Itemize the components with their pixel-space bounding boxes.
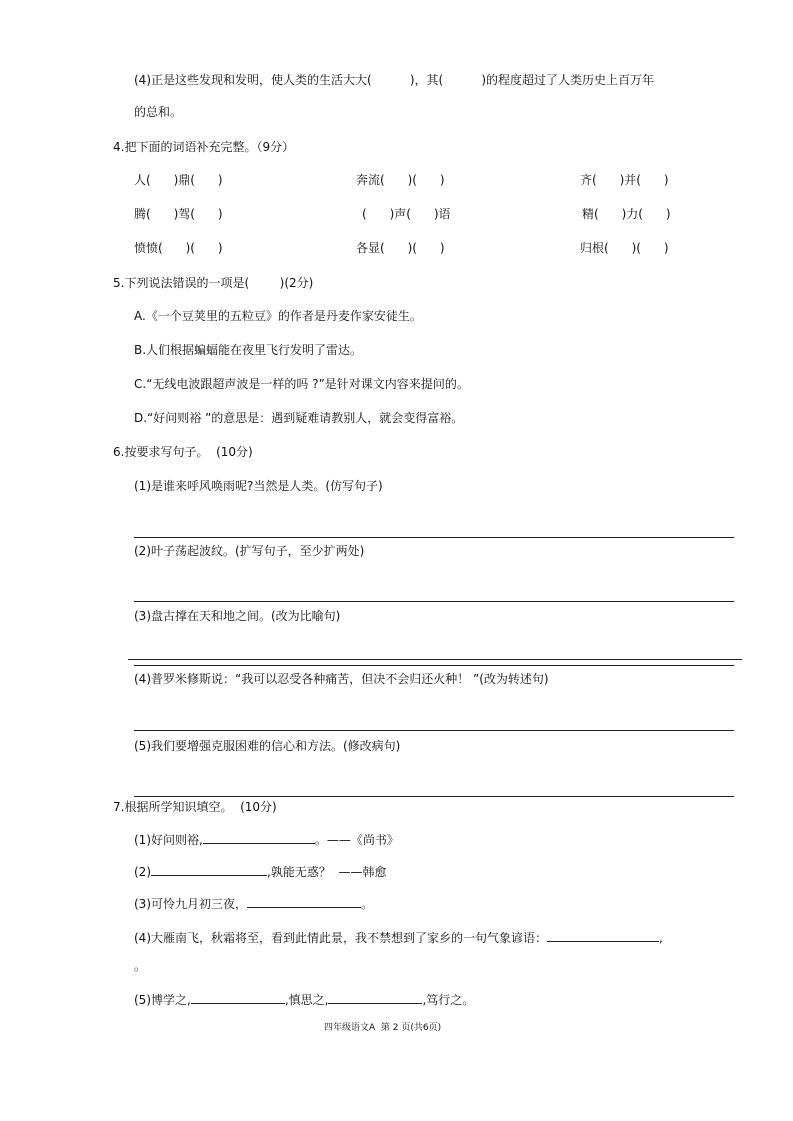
q6-sentence-5: (5)我们要增强克服困难的信心和方法。(修改病句): [134, 739, 401, 753]
q7-fill-1: [134, 831, 399, 848]
q4-blank-r3c1: 愤愤( )( ): [134, 241, 223, 255]
q6-sentence-3: (3)盘古撑在天和地之间。(改为比喻句): [134, 609, 341, 623]
answer-line-2: [134, 601, 734, 602]
page-footer: 四年级语文A 第 2 页(共6页): [324, 1023, 442, 1033]
q7-fill-3-prefix: (3)可怜九月初三夜，: [134, 897, 247, 911]
q7-fill-1-prefix: (1)好问则裕,: [134, 833, 203, 847]
answer-line-3b: [134, 665, 734, 666]
fill-blank[interactable]: [191, 991, 285, 1004]
fill-blank[interactable]: [203, 831, 315, 844]
q4-blank-r1c2: 奔流( )( ): [356, 173, 445, 187]
answer-line-4: [134, 730, 734, 731]
q7-fill-4: [134, 929, 663, 946]
q7-fill-3: [134, 895, 373, 912]
q4-blank-r2c1: 腾( )驾( ): [134, 207, 223, 221]
q5-option-b: B.人们根据蝙蝠能在夜里飞行发明了雷达。: [134, 343, 363, 357]
q7-fill-4-suffix: ,: [659, 931, 663, 945]
q7-fill-1-suffix: 。——《尚书》: [314, 833, 399, 847]
q4-blank-r1c1: 人( )鼎( ): [134, 173, 223, 187]
q6-sentence-2: (2)叶子荡起波纹。(扩写句子，至少扩两处): [134, 544, 365, 558]
q7-fill-4-line2: 。: [134, 959, 147, 973]
q7-fill-2: [134, 863, 386, 880]
q5-option-c: C.“无线电波跟超声波是一样的吗 ?”是针对课文内容来提问的。: [134, 377, 469, 391]
q6-sentence-1: (1)是谁来呼风唤雨呢?当然是人类。(仿写句子): [134, 479, 383, 493]
q4-blank-r2c3: 精( )力( ): [582, 207, 671, 221]
q7-fill-5-part-a: (5)博学之,: [134, 993, 191, 1007]
q4-blank-r3c3: 归根( )( ): [580, 241, 669, 255]
answer-line-1: [134, 537, 734, 538]
q5-option-a: A.《一个豆荚里的五粒豆》的作者是丹麦作家安徒生。: [134, 309, 422, 323]
fill-blank[interactable]: [328, 991, 422, 1004]
q7-title: 7.根据所学知识填空。 (10分): [113, 800, 277, 814]
q3-item4-line2: 的总和。: [134, 105, 183, 119]
fill-blank[interactable]: [151, 863, 267, 876]
q6-title: 6.按要求写句子。 (10分): [113, 445, 253, 459]
q7-fill-2-suffix: ,孰能无惑？ ——韩愈: [267, 865, 387, 879]
q4-blank-r2c2: ( )声( )语: [362, 207, 451, 221]
q7-fill-5-part-b: ,慎思之,: [284, 993, 329, 1007]
q7-fill-5-part-c: ,笃行之。: [422, 993, 475, 1007]
q7-fill-2-prefix: (2): [134, 865, 151, 879]
q5-title: 5.下列说法错误的一项是( )(2分): [113, 276, 314, 290]
answer-line-3a: [128, 659, 742, 660]
fill-blank[interactable]: [547, 929, 659, 942]
q4-title: 4.把下面的词语补充完整。（9分）: [113, 140, 295, 154]
q3-item4-line1: (4)正是这些发现和发明，使人类的生活大大( )，其( )的程度超过了人类历史上百万年: [134, 73, 655, 87]
q4-blank-r3c2: 各显( )( ): [356, 241, 445, 255]
q7-fill-4-prefix: (4)大雁南飞，秋霜将至，看到此情此景，我不禁想到了家乡的一句气象谚语：: [134, 931, 548, 945]
q6-sentence-4: (4)普罗米修斯说：“我可以忍受各种痛苦，但决不会归还火种！ ”(改为转述句): [134, 672, 549, 686]
q7-fill-5: [134, 991, 474, 1008]
q4-blank-r1c3: 齐( )并( ): [580, 173, 669, 187]
q7-fill-3-suffix: 。: [361, 897, 374, 911]
q5-option-d: D.“好问则裕 ”的意思是：遇到疑难请教别人，就会变得富裕。: [134, 411, 464, 425]
answer-line-5: [134, 796, 734, 797]
fill-blank[interactable]: [247, 895, 361, 908]
